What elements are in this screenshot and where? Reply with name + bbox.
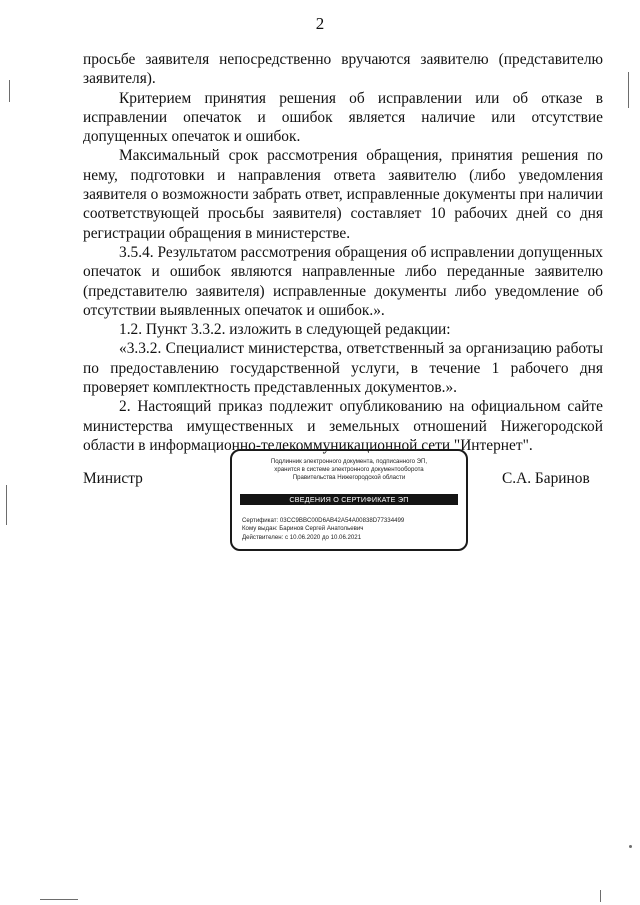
paragraph: «3.3.2. Специалист министерства, ответственный за организацию работы по предоставлению государственной услуги, в течение 1 рабочего дня проверяет комплектность представленных документов.». bbox=[83, 340, 603, 397]
paragraph: просьбе заявителя непосредственно вручаются заявителю (представителю заявителя). bbox=[83, 51, 603, 88]
validity-value: с 10.06.2020 до 10.06.2021 bbox=[285, 533, 362, 541]
stamp-certificate-bar: СВЕДЕНИЯ О СЕРТИФИКАТЕ ЭП bbox=[240, 494, 458, 505]
validity-row bbox=[242, 534, 458, 542]
stamp-details bbox=[242, 517, 458, 542]
scan-edge-mark bbox=[40, 899, 78, 900]
stamp-header-line: Правительства Нижегородской области bbox=[292, 474, 406, 482]
certificate-value: 03CC9BBC00D6AB42A54A00838D77334499 bbox=[279, 517, 405, 524]
issued-to-value: Баринов Сергей Анатольевич bbox=[279, 525, 364, 533]
certificate-label: Сертификат: bbox=[242, 517, 279, 524]
signer-name: С.А. Баринов bbox=[502, 470, 590, 487]
document-body bbox=[83, 50, 603, 455]
paragraph: 1.2. Пункт 3.3.2. изложить в следующей редакции: bbox=[119, 321, 451, 339]
scan-edge-mark bbox=[628, 72, 629, 108]
stamp-header bbox=[240, 458, 458, 483]
page-number: 2 bbox=[315, 14, 325, 33]
paragraph: 2. Настоящий приказ подлежит опубликованию на официальном сайте министерства имущественных и земельных отношений Нижегородской области в информационно-телекоммуникационной сети "Интернет". bbox=[83, 398, 603, 454]
electronic-signature-stamp bbox=[230, 449, 468, 551]
scan-edge-mark bbox=[6, 485, 7, 525]
paragraph: Критерием принятия решения об исправлении или об отказе в исправлении опечаток и ошибок является наличие или отсутствие допущенных опечаток и ошибок. bbox=[83, 89, 603, 146]
validity-label: Действителен: bbox=[242, 533, 284, 541]
issued-to-label: Кому выдан: bbox=[242, 525, 278, 533]
scan-edge-mark bbox=[9, 80, 10, 102]
paragraph: Максимальный срок рассмотрения обращения, принятия решения по нему, подготовки и направления ответа заявителю (либо уведомления заявителя о возможности забрать ответ, исправленные документы при наличии соответствующей просьбы заявителя) составляет 10 рабочих дней со дня регистрации обращения в министерстве. bbox=[83, 147, 603, 242]
certificate-row bbox=[242, 517, 458, 525]
signer-position: Министр bbox=[83, 470, 143, 487]
stamp-header-line: Подлинник электронного документа, подписанного ЭП, bbox=[270, 458, 428, 465]
scan-edge-mark bbox=[629, 845, 632, 848]
issued-to-row bbox=[242, 525, 458, 533]
scan-edge-mark bbox=[600, 890, 601, 902]
stamp-header-line: хранится в системе электронного документооборота bbox=[274, 466, 424, 474]
paragraph: 3.5.4. Результатом рассмотрения обращения об исправлении допущенных опечаток и ошибок являются направленные либо переданные заявителю (представителю заявителя) исправленные документы либо уведомление об отсутствии выявленных опечаток и ошибок.». bbox=[83, 243, 603, 319]
